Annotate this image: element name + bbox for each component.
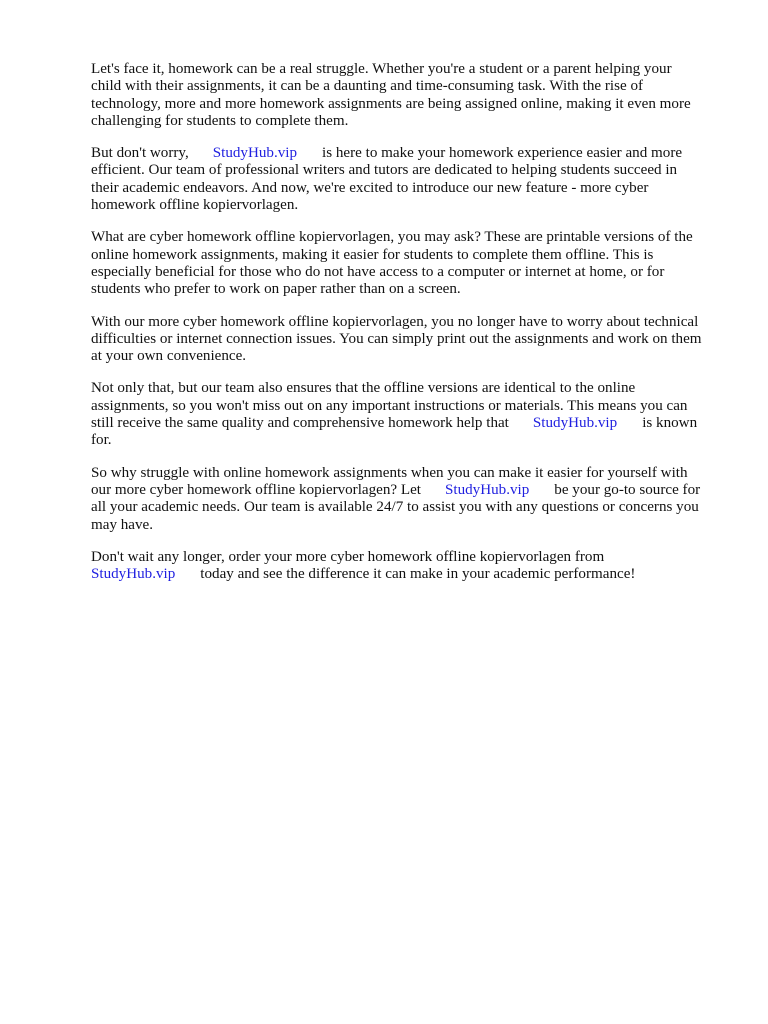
text-line: may have. bbox=[91, 516, 154, 533]
text-line: all your academic needs. Our team is available 24/7 to assist you with any questions or concerns you bbox=[91, 499, 699, 516]
text-line bbox=[91, 415, 731, 432]
paragraph-what-are bbox=[91, 229, 731, 298]
paragraph-dont-wait bbox=[91, 549, 731, 584]
text-segment: is known bbox=[642, 415, 698, 432]
text-line: especially beneficial for those who do not have access to a computer or internet at home, or for bbox=[91, 263, 665, 280]
text-segment: be your go-to source for bbox=[554, 481, 701, 498]
text-line bbox=[91, 145, 731, 162]
studyhub-link[interactable]: StudyHub.vip bbox=[212, 145, 298, 162]
text-line: for. bbox=[91, 432, 112, 449]
text-line: assignments, so you won't miss out on any important instructions or materials. This means you can bbox=[91, 397, 688, 414]
text-line: difficulties or internet connection issues. You can simply print out the assignments and work on them bbox=[91, 330, 702, 347]
paragraph-dont-worry bbox=[91, 145, 731, 214]
text-line: at your own convenience. bbox=[91, 348, 247, 365]
text-segment: still receive the same quality and comprehensive homework help that bbox=[91, 415, 509, 432]
text-line: What are cyber homework offline kopiervorlagen, you may ask? These are printable versions of the bbox=[91, 229, 693, 246]
text-line: Let's face it, homework can be a real struggle. Whether you're a student or a parent helping your bbox=[91, 61, 672, 77]
text-line: With our more cyber homework offline kopiervorlagen, you no longer have to worry about technical bbox=[91, 313, 699, 330]
text-segment: our more cyber homework offline kopiervorlagen? Let bbox=[91, 481, 421, 498]
text-line bbox=[91, 482, 731, 499]
paragraph-no-longer-worry bbox=[91, 314, 731, 366]
paragraph-not-only-that bbox=[91, 380, 731, 449]
studyhub-link[interactable]: StudyHub.vip bbox=[444, 481, 530, 498]
text-line: Not only that, but our team also ensures that the offline versions are identical to the online bbox=[91, 380, 636, 397]
text-line: technology, more and more homework assignments are being assigned online, making it even more bbox=[91, 95, 691, 112]
text-segment: is here to make your homework experience easier and more bbox=[322, 145, 683, 162]
text-line: challenging for students to complete them. bbox=[91, 112, 349, 129]
paragraph-intro bbox=[91, 61, 731, 130]
text-line: Don't wait any longer, order your more cyber homework offline kopiervorlagen from bbox=[91, 548, 605, 565]
text-line: online homework assignments, making it easier for students to complete them offline. This is bbox=[91, 246, 654, 263]
text-segment: But don't worry, bbox=[91, 145, 189, 162]
studyhub-link[interactable]: StudyHub.vip bbox=[532, 415, 618, 432]
text-line: child with their assignments, it can be a daunting and time-consuming task. With the rise of bbox=[91, 78, 644, 95]
text-line: students who prefer to work on paper rather than on a screen. bbox=[91, 281, 461, 298]
studyhub-link[interactable]: StudyHub.vip bbox=[91, 566, 176, 583]
text-line: efficient. Our team of professional writers and tutors are dedicated to helping students succeed in bbox=[91, 162, 678, 179]
text-segment: today and see the difference it can make in your academic performance! bbox=[200, 566, 636, 583]
text-line: homework offline kopiervorlagen. bbox=[91, 197, 299, 214]
document-page bbox=[91, 61, 731, 598]
text-line: their academic endeavors. And now, we're excited to introduce our new feature - more cyber bbox=[91, 179, 649, 196]
text-line: So why struggle with online homework assignments when you can make it easier for yourself with bbox=[91, 464, 688, 481]
text-line bbox=[91, 566, 731, 583]
paragraph-why-struggle bbox=[91, 465, 731, 534]
